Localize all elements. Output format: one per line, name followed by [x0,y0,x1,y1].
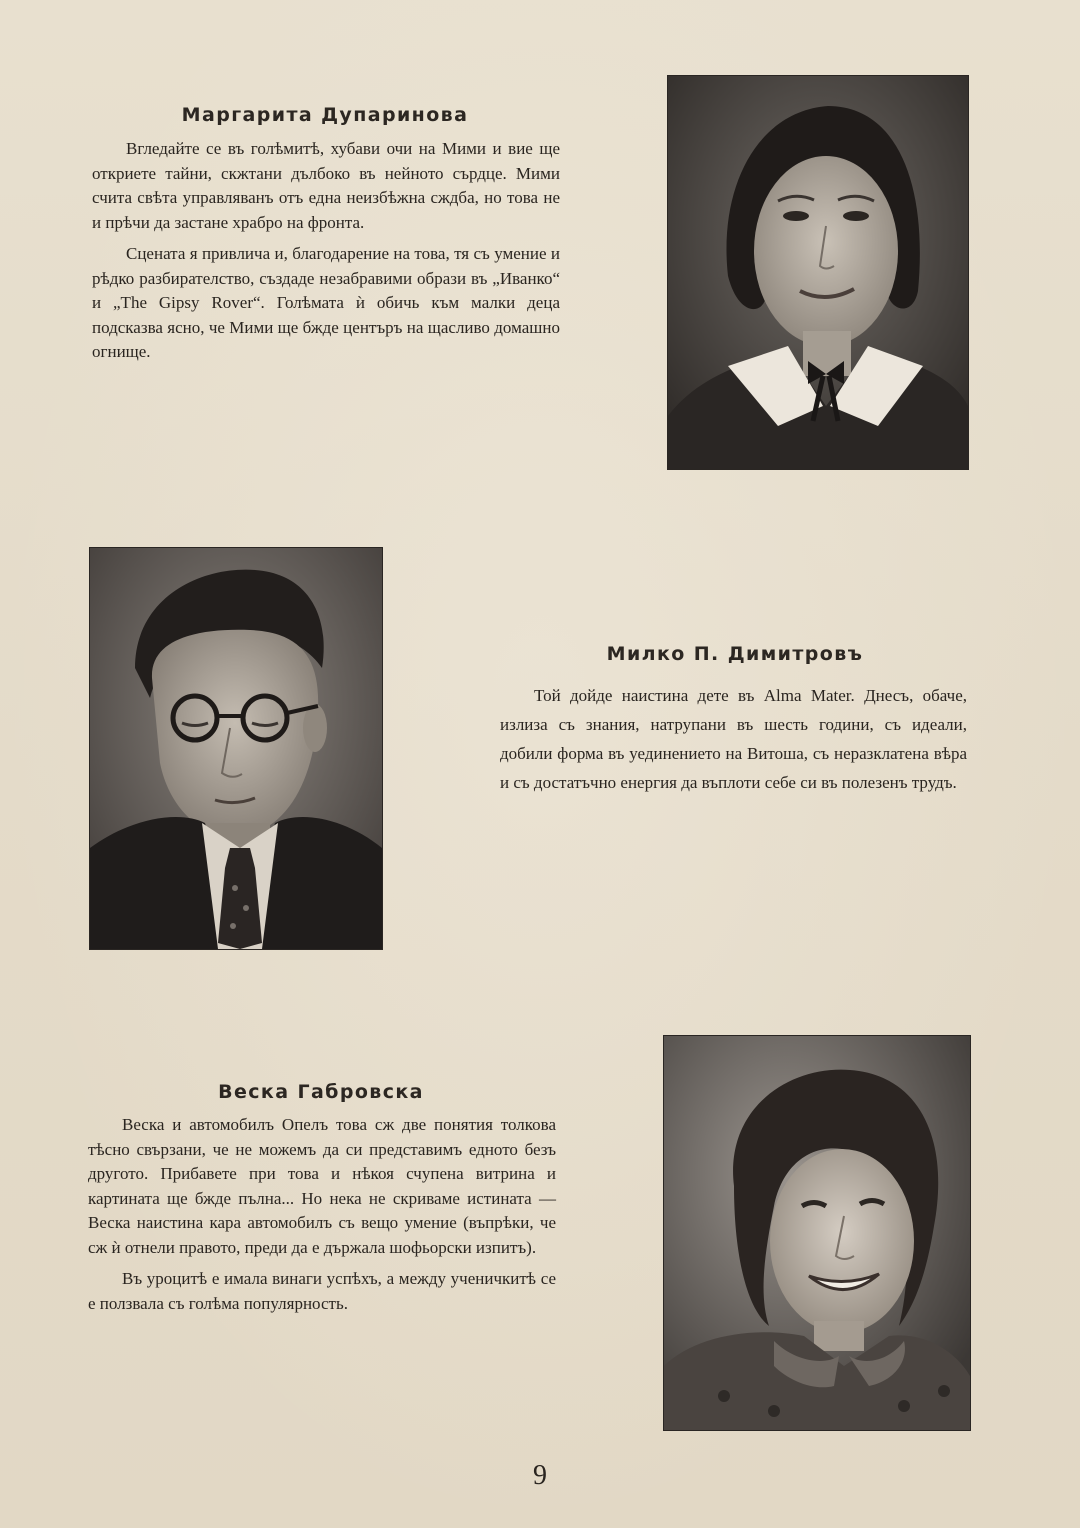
entry-bio-duparinova [92,137,560,372]
bio-paragraph: Сцената я привлича и, благодарение на това, тя съ умение и рѣдко разбирателство, създаде незабравими образи въ „Иванко“ и „The Gipsy Rover“. Голѣмата ѝ обичь към малки деца подсказва ясно, че Мими ще бжде центъръ на щасливо домашно огнище. [92,244,560,361]
bio-paragraph: Веска и автомобилъ Опелъ това сж две понятия толкова тѣсно свързани, че не можемъ да си представимъ едното безъ другото. Прибавете при това и нѣкоя счупена витрина и картината ще бжде пълна... Но нека не скриваме истината — Веска наистина кара автомобилъ съ вещо умение (въпрѣки, че сж ѝ отнели правото, преди да е държала шофьорски изпитъ). [88,1115,556,1257]
bio-paragraph: Въ уроцитѣ е имала винаги успѣхъ, а между ученичкитѣ се е ползвала съ голѣма популярность. [88,1269,556,1313]
entry-name-dimitrov: Милко П. Димитровъ [606,643,864,665]
bio-paragraph: Вгледайте се въ голѣмитѣ, хубави очи на Мими и вие ще откриете тайни, скжтани дълбоко въ нейното сърдце. Мими счита свѣта управляванъ отъ една неизбѣжна сждба, но това не и прѣчи да застане храбро на фронта. [92,139,560,232]
entry-bio-dimitrov [500,681,967,804]
portrait-photo-gabrovska [664,1036,970,1430]
entry-name-duparinova: Маргарита Дупаринова [181,104,469,126]
page-number: 9 [533,1460,547,1491]
portrait-image [668,76,968,469]
portrait-image [664,1036,970,1430]
portrait-photo-duparinova [668,76,968,469]
bio-paragraph: Той дойде наистина дете въ Alma Mater. Днесъ, обаче, излиза съ знания, натрупани въ шесть години, съ идеали, добили форма въ уединението на Витоша, съ неразклатена вѣра и съ достатъчно енергия да въплоти себе си въ полезенъ трудъ. [500,686,967,792]
entry-bio-gabrovska [88,1113,556,1323]
portrait-image [90,548,382,949]
portrait-photo-dimitrov [90,548,382,949]
entry-name-gabrovska: Веска Габровска [218,1081,424,1103]
